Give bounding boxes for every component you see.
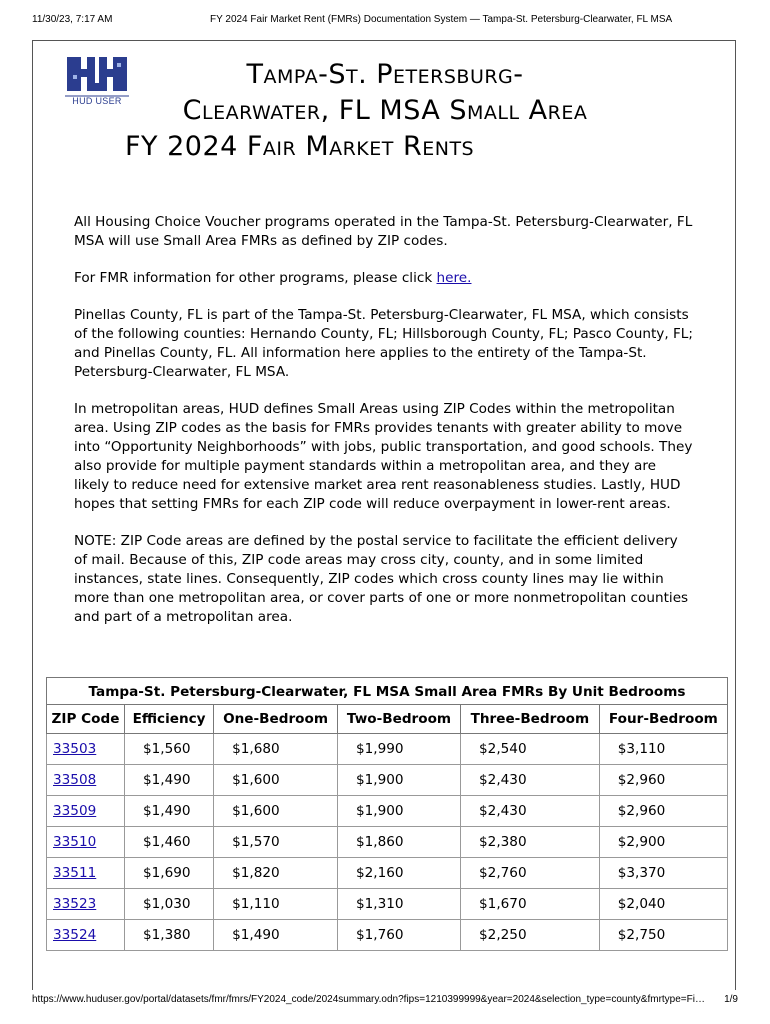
efficiency-cell: $1,490 <box>125 796 214 827</box>
zip-cell <box>47 858 125 889</box>
one-bedroom-cell: $1,680 <box>214 734 338 765</box>
three-bedroom-cell: $2,380 <box>461 827 600 858</box>
table-row <box>47 765 728 796</box>
one-bedroom-cell: $1,600 <box>214 765 338 796</box>
print-doc-title: FY 2024 Fair Market Rent (FMRs) Documentation System — Tampa-St. Petersburg-Clearwater, FL MSA <box>210 14 673 25</box>
page-number: 1/9 <box>724 994 738 1005</box>
intro-content <box>74 213 694 645</box>
fmr-table <box>46 677 728 951</box>
table-row <box>47 734 728 765</box>
three-bedroom-cell: $1,670 <box>461 889 600 920</box>
title-line-1: Tampa-St. Petersburg- <box>246 59 524 90</box>
zip-cell <box>47 796 125 827</box>
header-three-bedroom: Three-Bedroom <box>461 705 600 734</box>
header-efficiency: Efficiency <box>125 705 214 734</box>
efficiency-cell: $1,380 <box>125 920 214 951</box>
zip-link[interactable]: 33508 <box>53 772 97 788</box>
table-row <box>47 858 728 889</box>
header-four-bedroom: Four-Bedroom <box>599 705 727 734</box>
zip-cell <box>47 827 125 858</box>
voucher-paragraph: All Housing Choice Voucher programs operated in the Tampa-St. Petersburg-Clearwater, FL MSA will use Small Area FMRs as defined by ZIP codes. <box>74 214 693 249</box>
efficiency-cell: $1,030 <box>125 889 214 920</box>
table-row <box>47 827 728 858</box>
table-row <box>47 796 728 827</box>
print-url: https://www.huduser.gov/portal/datasets/fmr/fmrs/FY2024_code/2024summary.odn?fips=1210399999&year=2024&selection_type=county&fmrtype=Fi… <box>32 994 705 1005</box>
fmr-table-caption: Tampa-St. Petersburg-Clearwater, FL MSA Small Area FMRs By Unit Bedrooms <box>46 677 728 704</box>
table-row <box>47 889 728 920</box>
two-bedroom-cell: $2,160 <box>338 858 461 889</box>
title-line-2: Clearwater, FL MSA Small Area <box>182 95 588 126</box>
two-bedroom-cell: $1,900 <box>338 796 461 827</box>
three-bedroom-cell: $2,250 <box>461 920 600 951</box>
four-bedroom-cell: $2,960 <box>599 765 727 796</box>
other-programs-text: For FMR information for other programs, please click <box>74 270 437 286</box>
zip-link[interactable]: 33503 <box>53 741 97 757</box>
four-bedroom-cell: $2,960 <box>599 796 727 827</box>
document-page <box>32 40 736 990</box>
three-bedroom-cell: $2,430 <box>461 765 600 796</box>
two-bedroom-cell: $1,760 <box>338 920 461 951</box>
zip-link[interactable]: 33509 <box>53 803 97 819</box>
two-bedroom-cell: $1,860 <box>338 827 461 858</box>
two-bedroom-cell: $1,900 <box>338 765 461 796</box>
logo-text: HUD USER <box>72 96 122 106</box>
four-bedroom-cell: $3,110 <box>599 734 727 765</box>
one-bedroom-cell: $1,820 <box>214 858 338 889</box>
note-paragraph: NOTE: ZIP Code areas are defined by the postal service to facilitate the efficient delivery of mail. Because of this, ZIP code areas may cross city, county, and in some limited instances, state lines. Consequently, ZIP codes which cross county lines may lie within more than one metropolitan area, or cover parts of one or more nonmetropolitan counties and part of a metropolitan area. <box>74 533 689 625</box>
here-link[interactable]: here. <box>436 270 472 286</box>
three-bedroom-cell: $2,760 <box>461 858 600 889</box>
header-zip-code: ZIP Code <box>47 705 125 734</box>
title-line-3: FY 2024 Fair Market Rents <box>125 131 475 162</box>
zip-link[interactable]: 33510 <box>53 834 97 850</box>
efficiency-cell: $1,490 <box>125 765 214 796</box>
four-bedroom-cell: $2,750 <box>599 920 727 951</box>
zip-link[interactable]: 33523 <box>53 896 97 912</box>
print-header <box>0 14 770 30</box>
efficiency-cell: $1,690 <box>125 858 214 889</box>
four-bedroom-cell: $2,040 <box>599 889 727 920</box>
zip-link[interactable]: 33524 <box>53 927 97 943</box>
zip-cell <box>47 734 125 765</box>
four-bedroom-cell: $3,370 <box>599 858 727 889</box>
efficiency-cell: $1,460 <box>125 827 214 858</box>
county-paragraph: Pinellas County, FL is part of the Tampa-St. Petersburg-Clearwater, FL MSA, which consists of the following counties: Hernando County, FL; Hillsborough County, FL; Pasco County, FL; and Pinellas County, FL. All information here applies to the entirety of the Tampa-St. Petersburg-Clearwater, FL MSA. <box>74 307 693 380</box>
header-one-bedroom: One-Bedroom <box>214 705 338 734</box>
three-bedroom-cell: $2,430 <box>461 796 600 827</box>
one-bedroom-cell: $1,110 <box>214 889 338 920</box>
zip-cell <box>47 920 125 951</box>
zip-cell <box>47 889 125 920</box>
one-bedroom-cell: $1,570 <box>214 827 338 858</box>
table-row <box>47 920 728 951</box>
one-bedroom-cell: $1,490 <box>214 920 338 951</box>
one-bedroom-cell: $1,600 <box>214 796 338 827</box>
four-bedroom-cell: $2,900 <box>599 827 727 858</box>
efficiency-cell: $1,560 <box>125 734 214 765</box>
zip-link[interactable]: 33511 <box>53 865 97 881</box>
fmr-table-header-row <box>47 705 728 734</box>
three-bedroom-cell: $2,540 <box>461 734 600 765</box>
page-title <box>125 57 645 165</box>
zip-cell <box>47 765 125 796</box>
header-two-bedroom: Two-Bedroom <box>338 705 461 734</box>
small-areas-paragraph: In metropolitan areas, HUD defines Small Areas using ZIP Codes within the metropolitan area. Using ZIP codes as the basis for FMRs provides tenants with greater ability to move into “Opportunity Neighborhoods” with jobs, public transportation, and good schools. They also provide for multiple payment standards within a metropolitan area, and they are likely to reduce need for extensive market area rent reasonableness studies. Lastly, HUD hopes that setting FMRs for each ZIP code will reduce overpayment in lower-rent areas. <box>74 401 693 512</box>
two-bedroom-cell: $1,310 <box>338 889 461 920</box>
print-datetime: 11/30/23, 7:17 AM <box>32 14 113 25</box>
other-programs-paragraph <box>74 269 694 288</box>
hud-user-logo[interactable] <box>65 55 129 105</box>
two-bedroom-cell: $1,990 <box>338 734 461 765</box>
